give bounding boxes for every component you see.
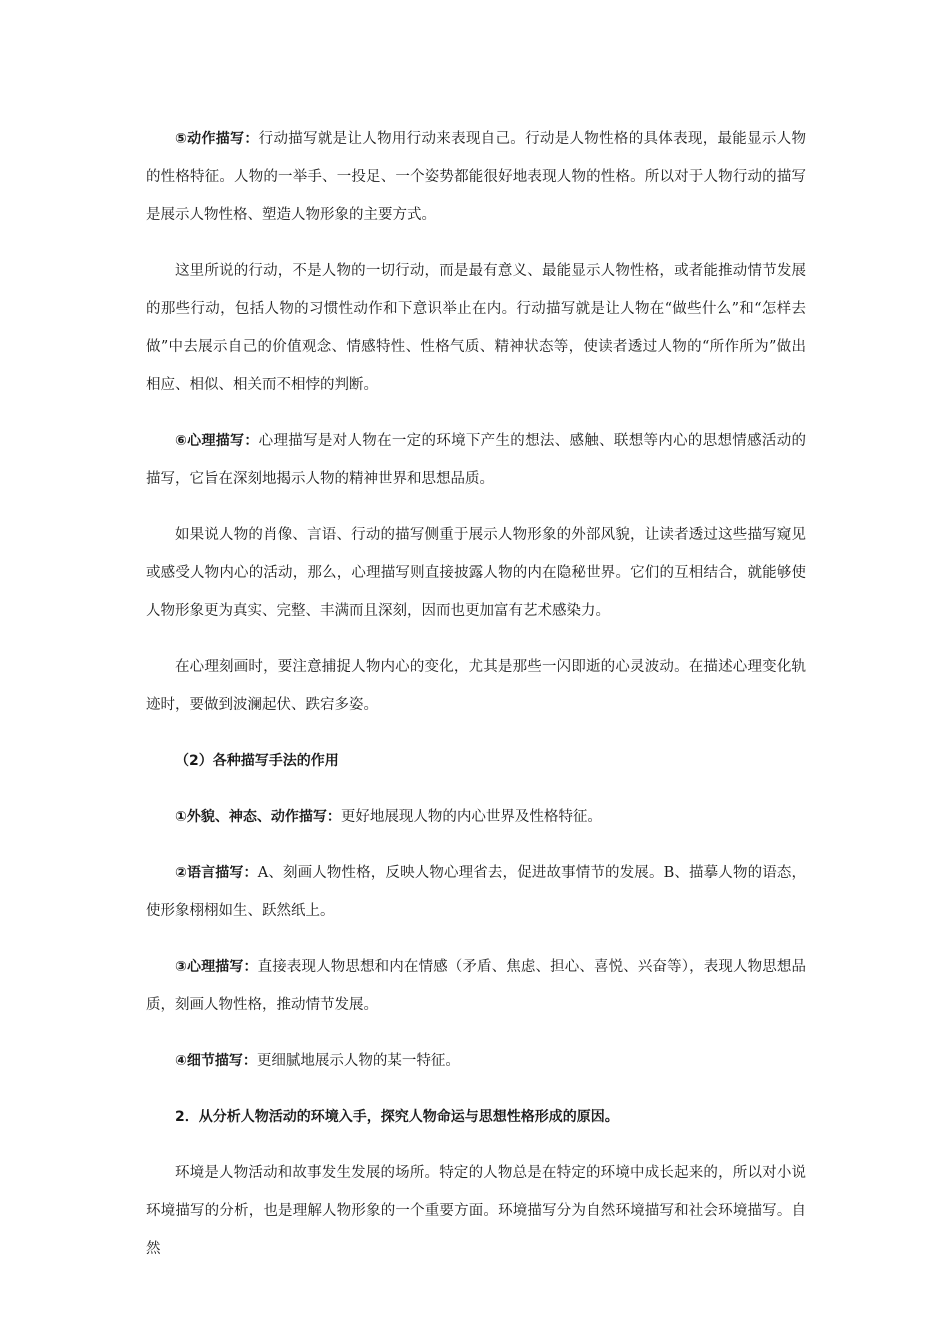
paragraph-action-description bbox=[146, 120, 806, 234]
paragraph-text: 在心理刻画时，要注意捕捉人物内心的变化，尤其是那些一闪即逝的心灵波动。在描述心理变化轨迹时，要做到波澜起伏、跌宕多姿。 bbox=[146, 659, 806, 713]
paragraph-text: 心理描写是对人物在一定的环境下产生的想法、感触、联想等内心的思想情感活动的描写，它旨在深刻地揭示人物的精神世界和思想品质。 bbox=[146, 433, 807, 487]
paragraph-text: 直接表现人物思想和内在情感（矛盾、焦虑、担心、喜悦、兴奋等），表现人物思想品质，刻画人物性格，推动情节发展。 bbox=[146, 959, 806, 1013]
paragraph-psychological-function bbox=[146, 948, 806, 1024]
paragraph-language-function bbox=[146, 854, 806, 930]
paragraph-psychological-description bbox=[146, 422, 806, 498]
paragraph-action-explanation bbox=[146, 252, 806, 404]
paragraph-text: 这里所说的行动，不是人物的一切行动，而是最有意义、最能显示人物性格，或者能推动情节发展的那些行动，包括人物的习惯性动作和下意识举止在内。行动描写就是让人物在“做些什么”和“怎样去做”中去展示自己的价值观念、情感特性、性格气质、精神状态等，使读者透过人物的“所作所为”做出相应、相似、相关而不相悖的判断。 bbox=[146, 263, 806, 393]
paragraph-environment bbox=[146, 1154, 806, 1268]
bold-term: ①外貌、神态、动作描写： bbox=[175, 809, 341, 825]
bold-term: ④细节描写： bbox=[175, 1053, 257, 1069]
bold-term: ②语言描写： bbox=[175, 865, 258, 881]
paragraph-text: A、刻画人物性格，反映人物心理省去，促进故事情节的发展。B、描摹人物的语态，使形象栩栩如生、跃然纸上。 bbox=[146, 865, 807, 919]
paragraph-psychological-tips bbox=[146, 648, 806, 724]
heading-text: （2）各种描写手法的作用 bbox=[175, 753, 339, 769]
paragraph-text: 更好地展现人物的内心世界及性格特征。 bbox=[340, 809, 602, 825]
paragraph-text: 如果说人物的肖像、言语、行动的描写侧重于展示人物形象的外部风貌，让读者透过这些描写窥见或感受人物内心的活动，那么，心理描写则直接披露人物的内在隐秘世界。它们的互相结合，就能够使人物形象更为真实、完整、丰满而且深刻，因而也更加富有艺术感染力。 bbox=[146, 527, 806, 619]
bold-term: ⑤动作描写： bbox=[175, 131, 259, 147]
paragraph-text: 环境是人物活动和故事发生发展的场所。特定的人物总是在特定的环境中成长起来的，所以对小说环境描写的分析，也是理解人物形象的一个重要方面。环境描写分为自然环境描写和社会环境描写。自然 bbox=[146, 1165, 806, 1257]
paragraph-appearance-function bbox=[146, 798, 806, 836]
paragraph-psychological-comparison bbox=[146, 516, 806, 630]
bold-term: ⑥心理描写： bbox=[175, 433, 259, 449]
document-page bbox=[146, 120, 806, 1268]
section-heading-functions bbox=[146, 742, 806, 780]
bold-term: ③心理描写： bbox=[175, 959, 258, 975]
section-heading-environment bbox=[146, 1098, 806, 1136]
heading-text: 2．从分析人物活动的环境入手，探究人物命运与思想性格形成的原因。 bbox=[175, 1109, 619, 1125]
paragraph-detail-function bbox=[146, 1042, 806, 1080]
paragraph-text: 更细腻地展示人物的某一特征。 bbox=[256, 1053, 460, 1069]
paragraph-text: 行动描写就是让人物用行动来表现自己。行动是人物性格的具体表现，最能显示人物的性格特征。人物的一举手、一投足、一个姿势都能很好地表现人物的性格。所以对于人物行动的描写是展示人物性格、塑造人物形象的主要方式。 bbox=[146, 131, 807, 223]
